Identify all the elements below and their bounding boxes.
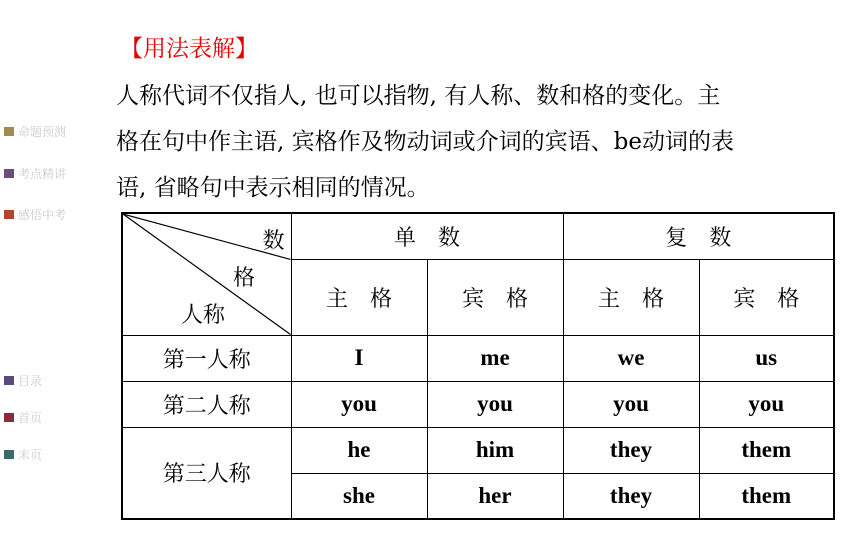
table-corner-cell: [122, 213, 291, 335]
square-icon: [4, 450, 14, 459]
table-cell: they: [563, 473, 699, 519]
header-case: 宾 格: [699, 259, 834, 335]
row-label: 第一人称: [122, 335, 291, 381]
table-row: [122, 335, 834, 381]
table-cell: she: [291, 473, 427, 519]
nav-item-home[interactable]: [4, 409, 42, 426]
header-plural: 复 数: [563, 213, 834, 259]
table-cell: him: [427, 427, 563, 473]
corner-label-person: 人称: [181, 303, 226, 328]
header-case: 主 格: [563, 259, 699, 335]
corner-label-case: 格: [233, 266, 256, 291]
square-icon: [4, 376, 14, 385]
nav-label: 目录: [18, 374, 43, 388]
table-cell: them: [699, 473, 834, 519]
section-title: 【用法表解】: [120, 36, 258, 62]
header-case: 主 格: [291, 259, 427, 335]
nav-label: 首页: [18, 411, 43, 425]
header-case: 宾 格: [427, 259, 563, 335]
explanation-paragraph: [116, 73, 836, 211]
row-label: 第二人称: [122, 381, 291, 427]
nav-item-forecast[interactable]: [4, 123, 66, 140]
table-cell: her: [427, 473, 563, 519]
table-cell: us: [699, 335, 834, 381]
nav-item-exam[interactable]: [4, 206, 66, 223]
table-cell: we: [563, 335, 699, 381]
table-cell: you: [291, 381, 427, 427]
table-row: [122, 427, 834, 473]
table-cell: them: [699, 427, 834, 473]
table-cell: you: [563, 381, 699, 427]
table-cell: you: [427, 381, 563, 427]
paragraph-line: 格在句中作主语, 宾格作及物动词或介词的宾语、be动词的表: [116, 129, 734, 155]
table-cell: they: [563, 427, 699, 473]
nav-item-last[interactable]: [4, 446, 42, 463]
sidebar-nav: [0, 0, 110, 537]
header-singular: 单 数: [291, 213, 563, 259]
nav-label: 感悟中考: [18, 208, 67, 222]
square-icon: [4, 127, 14, 136]
square-icon: [4, 169, 14, 178]
nav-label: 末页: [18, 448, 43, 462]
nav-label: 考点精讲: [18, 167, 67, 181]
table-cell: me: [427, 335, 563, 381]
table-cell: you: [699, 381, 834, 427]
paragraph-line: 语, 省略句中表示相同的情况。: [116, 175, 430, 201]
square-icon: [4, 413, 14, 422]
corner-label-number: 数: [262, 229, 285, 254]
nav-item-key-points[interactable]: [4, 165, 66, 182]
table-row: [122, 381, 834, 427]
table-cell: I: [291, 335, 427, 381]
row-label: 第三人称: [122, 427, 291, 519]
nav-item-contents[interactable]: [4, 372, 42, 389]
square-icon: [4, 210, 14, 219]
nav-label: 命题预测: [18, 125, 67, 139]
table-cell: he: [291, 427, 427, 473]
paragraph-line: 人称代词不仅指人, 也可以指物, 有人称、数和格的变化。主: [116, 83, 721, 109]
pronoun-table: [121, 212, 833, 518]
